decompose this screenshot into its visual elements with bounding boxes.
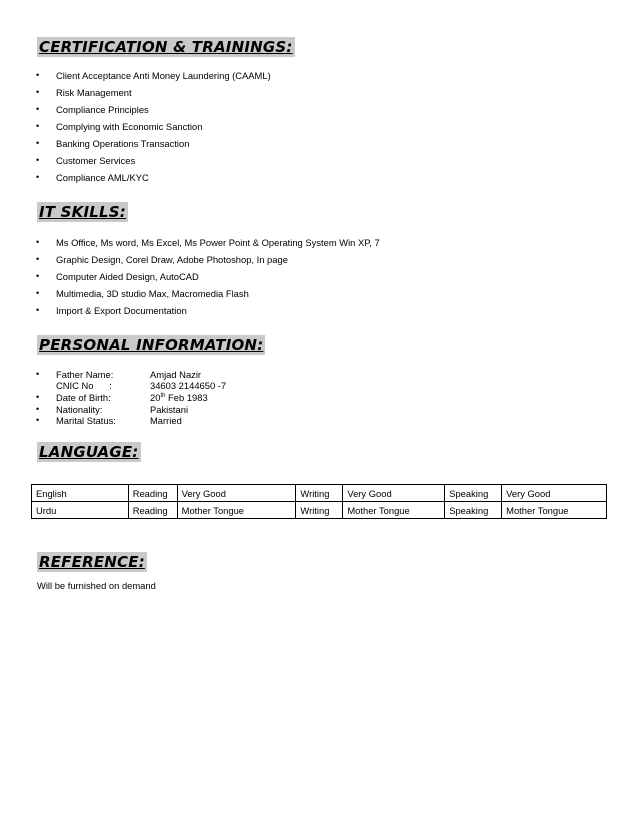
list-item: • Compliance Principles bbox=[0, 101, 638, 118]
table-cell: Very Good bbox=[177, 485, 296, 502]
table-cell: Very Good bbox=[343, 485, 445, 502]
marital-status-value: Married bbox=[150, 415, 182, 426]
cnic-row bbox=[0, 380, 638, 391]
list-item: • Import & Export Documentation bbox=[0, 302, 638, 319]
cnic-label: CNIC No : bbox=[56, 380, 112, 391]
table-cell: Writing bbox=[296, 502, 343, 519]
nationality-value: Pakistani bbox=[150, 404, 189, 415]
language-heading: LANGUAGE: bbox=[39, 443, 139, 461]
bullet: • bbox=[36, 392, 40, 402]
it-skills-heading: IT SKILLS: bbox=[39, 203, 126, 221]
table-cell: Speaking bbox=[445, 485, 502, 502]
reference-text: Will be furnished on demand bbox=[37, 580, 156, 591]
it-skills-list bbox=[0, 234, 638, 319]
cnic-value: 34603 2144650 -7 bbox=[150, 380, 227, 391]
list-item: • Client Acceptance Anti Money Laundering (CAAML) bbox=[0, 67, 638, 84]
dob-row bbox=[0, 392, 638, 403]
father-name-value: Amjad Nazir bbox=[150, 369, 202, 380]
marital-status-label: Marital Status: bbox=[56, 415, 116, 426]
dob-rest: Feb 1983 bbox=[165, 392, 208, 403]
table-cell: English bbox=[32, 485, 129, 502]
father-name-label: Father Name: bbox=[56, 369, 114, 380]
dob-label: Date of Birth: bbox=[56, 392, 111, 403]
reference-heading: REFERENCE: bbox=[39, 553, 145, 571]
table-cell: Very Good bbox=[502, 485, 607, 502]
nationality-row bbox=[0, 404, 638, 415]
table-cell: Urdu bbox=[32, 502, 129, 519]
list-item: • Banking Operations Transaction bbox=[0, 135, 638, 152]
list-item: • Multimedia, 3D studio Max, Macromedia Flash bbox=[0, 285, 638, 302]
table-cell: Reading bbox=[128, 485, 177, 502]
father-name-row bbox=[0, 369, 638, 380]
nationality-label: Nationality: bbox=[56, 404, 103, 415]
list-item: • Computer Aided Design, AutoCAD bbox=[0, 268, 638, 285]
certification-heading: CERTIFICATION & TRAININGS: bbox=[39, 38, 293, 56]
personal-info-heading: PERSONAL INFORMATION: bbox=[39, 336, 264, 354]
dob-day: 20 bbox=[150, 392, 161, 403]
bullet: • bbox=[36, 415, 40, 425]
list-item: • Customer Services bbox=[0, 152, 638, 169]
table-cell: Writing bbox=[296, 485, 343, 502]
certification-list bbox=[0, 67, 638, 186]
table-cell: Mother Tongue bbox=[343, 502, 445, 519]
table-cell: Reading bbox=[128, 502, 177, 519]
dob-suffix: th bbox=[160, 393, 166, 399]
bullet: • bbox=[36, 369, 40, 379]
language-table bbox=[31, 484, 607, 519]
list-item: • Ms Office, Ms word, Ms Excel, Ms Power Point & Operating System Win XP, 7 bbox=[0, 234, 638, 251]
bullet: • bbox=[36, 404, 40, 414]
list-item: • Graphic Design, Corel Draw, Adobe Photoshop, In page bbox=[0, 251, 638, 268]
list-item: • Complying with Economic Sanction bbox=[0, 118, 638, 135]
table-cell: Mother Tongue bbox=[177, 502, 296, 519]
table-cell: Mother Tongue bbox=[502, 502, 607, 519]
table-cell: Speaking bbox=[445, 502, 502, 519]
list-item: • Risk Management bbox=[0, 84, 638, 101]
list-item: • Compliance AML/KYC bbox=[0, 169, 638, 186]
table-row bbox=[32, 502, 607, 519]
dob-value bbox=[150, 392, 208, 403]
table-row bbox=[32, 485, 607, 502]
marital-status-row bbox=[0, 415, 638, 426]
